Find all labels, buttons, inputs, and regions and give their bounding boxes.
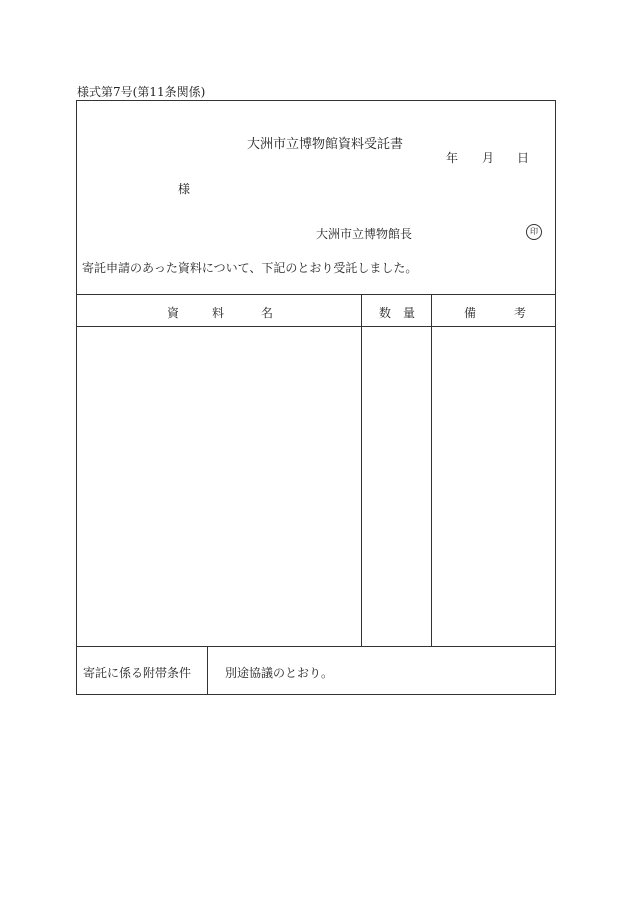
header-remarks-char-2: 考: [514, 306, 527, 320]
material-name-cell[interactable]: [78, 327, 360, 645]
remarks-cell[interactable]: [432, 327, 554, 645]
date-day-label: 日: [517, 151, 530, 165]
date-year-label: 年: [446, 151, 459, 165]
header-material-name-char-2: 料: [212, 306, 225, 320]
header-remarks-char-1: 備: [464, 306, 477, 320]
form-number: 様式第7号(第11条関係): [77, 85, 206, 99]
issuer-name: 大洲市立博物館長: [316, 227, 413, 241]
header-material-name-char-1: 資: [167, 306, 180, 320]
date-month-label: 月: [482, 151, 495, 165]
table-bottom-border: [77, 646, 555, 647]
quantity-cell[interactable]: [362, 327, 430, 645]
seal-icon: 印: [526, 224, 542, 240]
addressee-suffix: 様: [178, 182, 191, 196]
conditions-value: 別途協議のとおり。: [225, 666, 334, 680]
conditions-divider: [207, 646, 208, 694]
header-quantity-char-2: 量: [403, 306, 416, 320]
consignment-receipt-form: [76, 100, 556, 695]
conditions-label: 寄託に係る附帯条件: [83, 666, 192, 680]
table-top-border: [77, 294, 555, 295]
header-material-name-char-3: 名: [261, 306, 274, 320]
statement-text: 寄託申請のあった資料について、下記のとおり受託しました。: [82, 261, 418, 275]
document-title: 大洲市立博物館資料受託書: [247, 137, 404, 152]
header-quantity-char-1: 数: [379, 306, 392, 320]
